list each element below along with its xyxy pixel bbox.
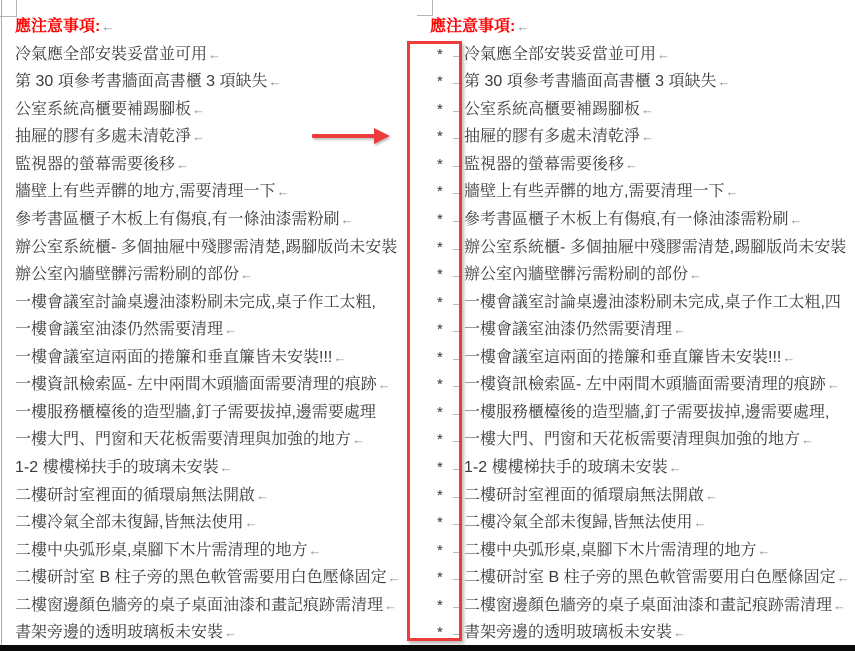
paragraph-mark-icon: ← xyxy=(377,377,391,393)
paragraph-mark-icon: ← xyxy=(224,625,238,641)
item-text: 抽屜的膠有多處未清乾淨 xyxy=(15,128,192,146)
tab-arrow-icon: → xyxy=(450,486,464,503)
paragraph-mark-icon: ← xyxy=(192,101,206,117)
list-item xyxy=(417,151,855,179)
paragraph-mark-icon: ← xyxy=(668,460,682,475)
list-item xyxy=(417,289,855,317)
paragraph-mark-icon: ← xyxy=(789,211,803,227)
bullet-asterisk: * xyxy=(437,403,443,421)
tab-arrow-icon: → xyxy=(450,596,464,613)
right-list xyxy=(417,13,855,645)
list-item xyxy=(0,482,430,510)
item-text: 二樓研討室裡面的循環扇無法開啟 xyxy=(15,486,256,504)
list-item xyxy=(417,482,855,510)
item-text: 二樓研討室 B 柱子旁的黑色軟管需要用白色壓條固定 xyxy=(15,569,387,587)
paragraph-mark-icon: ← xyxy=(333,349,347,365)
item-text: 二樓窗邊顏色牆旁的桌子桌面油漆和畫記痕跡需清理 xyxy=(15,596,384,614)
paragraph-mark-icon: ← xyxy=(826,377,840,393)
paragraph-mark-icon: ← xyxy=(689,267,703,283)
item-text: 冷氣應全部安裝妥當並可用 xyxy=(15,45,208,63)
bullet-asterisk: * xyxy=(437,45,443,63)
tab-arrow-icon: → xyxy=(450,73,464,90)
list-item xyxy=(417,234,855,262)
tab-arrow-icon: → xyxy=(450,459,464,475)
list-item xyxy=(417,41,855,69)
right-document-panel xyxy=(417,0,855,645)
paragraph-mark-icon: ← xyxy=(717,74,731,90)
item-text: 一樓會議室討論桌邊油漆粉刷未完成,桌子作工太粗, xyxy=(15,293,376,311)
page-corner-mark-left xyxy=(0,0,17,17)
list-item xyxy=(0,289,430,317)
list-item xyxy=(417,316,855,344)
list-item xyxy=(0,206,430,234)
tab-arrow-icon: → xyxy=(450,128,464,145)
item-text: 二樓研討室裡面的循環扇無法開啟 xyxy=(464,486,705,504)
list-item xyxy=(0,41,430,69)
list-item xyxy=(0,234,430,262)
item-text: 一樓會議室油漆仍然需要清理 xyxy=(464,321,673,339)
item-text: 一樓大門、門窗和天花板需要清理與加強的地方 xyxy=(15,431,352,449)
list-item xyxy=(417,592,855,620)
item-text: 二樓冷氣全部未復歸,皆無法使用 xyxy=(15,514,244,532)
item-text: 二樓中央弧形桌,桌腳下木片需清理的地方 xyxy=(464,541,757,559)
list-item xyxy=(417,344,855,372)
paragraph-mark-icon: ← xyxy=(725,184,739,200)
list-item xyxy=(0,96,430,124)
bullet-asterisk: * xyxy=(437,321,443,339)
item-text: 辦公室系統櫃- 多個抽屜中殘膠需清楚,踢腳版尚未安裝 xyxy=(464,238,847,256)
left-list xyxy=(0,13,430,645)
tab-arrow-icon: → xyxy=(450,569,464,586)
tab-arrow-icon: → xyxy=(450,514,464,531)
bullet-asterisk: * xyxy=(437,596,443,614)
bullet-asterisk: * xyxy=(437,459,443,476)
list-item xyxy=(0,619,430,645)
paragraph-mark-icon: ← xyxy=(673,322,687,338)
tab-arrow-icon: → xyxy=(450,155,464,172)
list-item xyxy=(417,123,855,151)
list-item xyxy=(0,399,430,427)
list-item xyxy=(0,509,430,537)
tab-arrow-icon: → xyxy=(450,431,464,448)
paragraph-mark-icon: ← xyxy=(516,19,530,34)
list-item xyxy=(0,344,430,372)
list-item xyxy=(0,316,430,344)
item-text: 1-2 樓樓梯扶手的玻璃未安裝 xyxy=(15,459,219,476)
paragraph-mark-icon: ← xyxy=(641,129,655,145)
paragraph-mark-icon: ← xyxy=(101,19,115,34)
item-text: 一樓資訊檢索區- 左中兩間木頭牆面需要清理的痕跡 xyxy=(464,376,826,394)
list-item xyxy=(417,261,855,289)
paragraph-mark-icon: ← xyxy=(757,542,771,558)
item-text: 冷氣應全部安裝妥當並可用 xyxy=(464,45,657,63)
tab-arrow-icon: → xyxy=(450,403,464,420)
paragraph-mark-icon: ← xyxy=(673,625,687,641)
item-text: 牆壁上有些弄髒的地方,需要清理一下 xyxy=(464,183,725,201)
paragraph-mark-icon: ← xyxy=(224,322,238,338)
list-item xyxy=(0,371,430,399)
item-text: 一樓服務櫃檯後的造型牆,釘子需要拔掉,邊需要處理 xyxy=(15,403,376,421)
red-arrow-shaft xyxy=(312,134,376,138)
list-item xyxy=(417,96,855,124)
tab-arrow-icon: → xyxy=(450,321,464,338)
paragraph-mark-icon: ← xyxy=(833,597,847,613)
left-heading-text: 應注意事項: xyxy=(15,18,101,35)
item-text: 監視器的螢幕需要後移 xyxy=(464,155,625,173)
list-item xyxy=(0,537,430,565)
item-text: 書架旁邊的透明玻璃板未安裝 xyxy=(15,624,224,642)
tab-arrow-icon: → xyxy=(450,541,464,558)
list-item xyxy=(0,564,430,592)
list-item xyxy=(417,68,855,96)
tab-arrow-icon: → xyxy=(450,624,464,641)
paragraph-mark-icon: ← xyxy=(308,542,322,558)
bullet-asterisk: * xyxy=(437,486,443,504)
bullet-asterisk: * xyxy=(437,210,443,228)
tab-arrow-icon: → xyxy=(450,348,464,365)
paragraph-mark-icon: ← xyxy=(657,46,671,62)
paragraph-mark-icon: ← xyxy=(208,46,222,62)
paragraph-mark-icon: ← xyxy=(625,156,639,172)
item-text: 第 30 項參考書牆面高書櫃 3 項缺失 xyxy=(464,73,717,91)
item-text: 1-2 樓樓梯扶手的玻璃未安裝 xyxy=(464,459,668,476)
paragraph-mark-icon: ← xyxy=(256,487,270,503)
item-text: 二樓中央弧形桌,桌腳下木片需清理的地方 xyxy=(15,541,308,559)
bullet-asterisk: * xyxy=(437,293,443,311)
left-document-panel xyxy=(0,0,430,645)
tab-arrow-icon: → xyxy=(450,100,464,117)
paragraph-mark-icon: ← xyxy=(641,101,655,117)
item-text: 公室系統高櫃要補踢腳板 xyxy=(464,100,641,118)
item-text: 二樓窗邊顏色牆旁的桌子桌面油漆和畫記痕跡需清理 xyxy=(464,596,833,614)
left-section-heading xyxy=(0,13,430,41)
red-arrow xyxy=(312,126,392,146)
bullet-asterisk: * xyxy=(437,376,443,394)
bullet-asterisk: * xyxy=(437,541,443,559)
list-item xyxy=(417,399,855,427)
item-text: 辦公室系統櫃- 多個抽屜中殘膠需清楚,踢腳版尚未安裝 xyxy=(15,238,398,256)
tab-arrow-icon: → xyxy=(450,266,464,283)
bullet-asterisk: * xyxy=(437,73,443,91)
item-text: 一樓大門、門窗和天花板需要清理與加強的地方 xyxy=(464,431,801,449)
item-text: 第 30 項參考書牆面高書櫃 3 項缺失 xyxy=(15,73,268,91)
item-text: 參考書區櫃子木板上有傷痕,有一條油漆需粉刷 xyxy=(464,210,789,228)
list-item xyxy=(417,206,855,234)
item-text: 二樓研討室 B 柱子旁的黑色軟管需要用白色壓條固定 xyxy=(464,569,836,587)
red-arrow-head xyxy=(374,128,390,144)
paragraph-mark-icon: ← xyxy=(219,460,233,475)
paragraph-mark-icon: ← xyxy=(244,515,258,531)
list-item xyxy=(0,592,430,620)
item-text: 牆壁上有些弄髒的地方,需要清理一下 xyxy=(15,183,276,201)
paragraph-mark-icon: ← xyxy=(240,267,254,283)
bullet-asterisk: * xyxy=(437,100,443,118)
list-item xyxy=(0,454,430,482)
paragraph-mark-icon: ← xyxy=(693,515,707,531)
paragraph-mark-icon: ← xyxy=(340,211,354,227)
bottom-black-bar xyxy=(0,645,855,651)
tab-arrow-icon: → xyxy=(450,293,464,310)
list-item xyxy=(417,371,855,399)
bullet-asterisk: * xyxy=(437,514,443,532)
list-item xyxy=(417,454,855,482)
paragraph-mark-icon: ← xyxy=(782,349,796,365)
bullet-asterisk: * xyxy=(437,155,443,173)
item-text: 一樓會議室這兩面的捲簾和垂直簾皆未安裝!!! xyxy=(15,348,333,366)
tab-arrow-icon: → xyxy=(450,238,464,255)
list-item xyxy=(417,509,855,537)
list-item xyxy=(417,178,855,206)
item-text: 辦公室內牆壁髒污需粉刷的部份 xyxy=(464,266,689,284)
item-text: 監視器的螢幕需要後移 xyxy=(15,155,176,173)
item-text: 辦公室內牆壁髒污需粉刷的部份 xyxy=(15,266,240,284)
item-text: 二樓冷氣全部未復歸,皆無法使用 xyxy=(464,514,693,532)
list-item xyxy=(0,178,430,206)
item-text: 一樓會議室油漆仍然需要清理 xyxy=(15,321,224,339)
paragraph-mark-icon: ← xyxy=(192,129,206,145)
bullet-asterisk: * xyxy=(437,431,443,449)
item-text: 公室系統高櫃要補踢腳板 xyxy=(15,100,192,118)
item-text: 參考書區櫃子木板上有傷痕,有一條油漆需粉刷 xyxy=(15,210,340,228)
right-section-heading xyxy=(417,13,855,41)
list-item xyxy=(0,426,430,454)
paragraph-mark-icon: ← xyxy=(176,156,190,172)
list-item xyxy=(417,564,855,592)
list-item xyxy=(0,151,430,179)
paragraph-mark-icon: ← xyxy=(801,432,815,448)
bullet-asterisk: * xyxy=(437,624,443,642)
tab-arrow-icon: → xyxy=(450,376,464,393)
tab-arrow-icon: → xyxy=(450,210,464,227)
paragraph-mark-icon: ← xyxy=(705,487,719,503)
item-text: 一樓服務櫃檯後的造型牆,釘子需要拔掉,邊需要處理, xyxy=(464,403,830,421)
bullet-asterisk: * xyxy=(437,128,443,146)
list-item xyxy=(417,426,855,454)
paragraph-mark-icon: ← xyxy=(268,74,282,90)
list-item xyxy=(0,261,430,289)
bullet-asterisk: * xyxy=(437,569,443,587)
item-text: 書架旁邊的透明玻璃板未安裝 xyxy=(464,624,673,642)
page-corner-mark-right xyxy=(417,0,433,16)
list-item xyxy=(0,68,430,96)
bullet-asterisk: * xyxy=(437,183,443,201)
item-text: 一樓資訊檢索區- 左中兩間木頭牆面需要清理的痕跡 xyxy=(15,376,377,394)
right-heading-text: 應注意事項: xyxy=(430,18,516,35)
paragraph-mark-icon: ← xyxy=(384,597,398,613)
bullet-asterisk: * xyxy=(437,266,443,284)
paragraph-mark-icon: ← xyxy=(276,184,290,200)
page-edge-line xyxy=(1,0,2,645)
item-text: 抽屜的膠有多處未清乾淨 xyxy=(464,128,641,146)
tab-arrow-icon: → xyxy=(450,45,464,62)
paragraph-mark-icon: ← xyxy=(352,432,366,448)
bullet-asterisk: * xyxy=(437,238,443,256)
bullet-asterisk: * xyxy=(437,348,443,366)
list-item xyxy=(417,537,855,565)
item-text: 一樓會議室討論桌邊油漆粉刷未完成,桌子作工太粗,四 xyxy=(464,293,841,311)
paragraph-mark-icon: ← xyxy=(387,570,401,586)
tab-arrow-icon: → xyxy=(450,183,464,200)
paragraph-mark-icon: ← xyxy=(836,570,850,586)
list-item xyxy=(417,619,855,645)
item-text: 一樓會議室這兩面的捲簾和垂直簾皆未安裝!!! xyxy=(464,348,782,366)
